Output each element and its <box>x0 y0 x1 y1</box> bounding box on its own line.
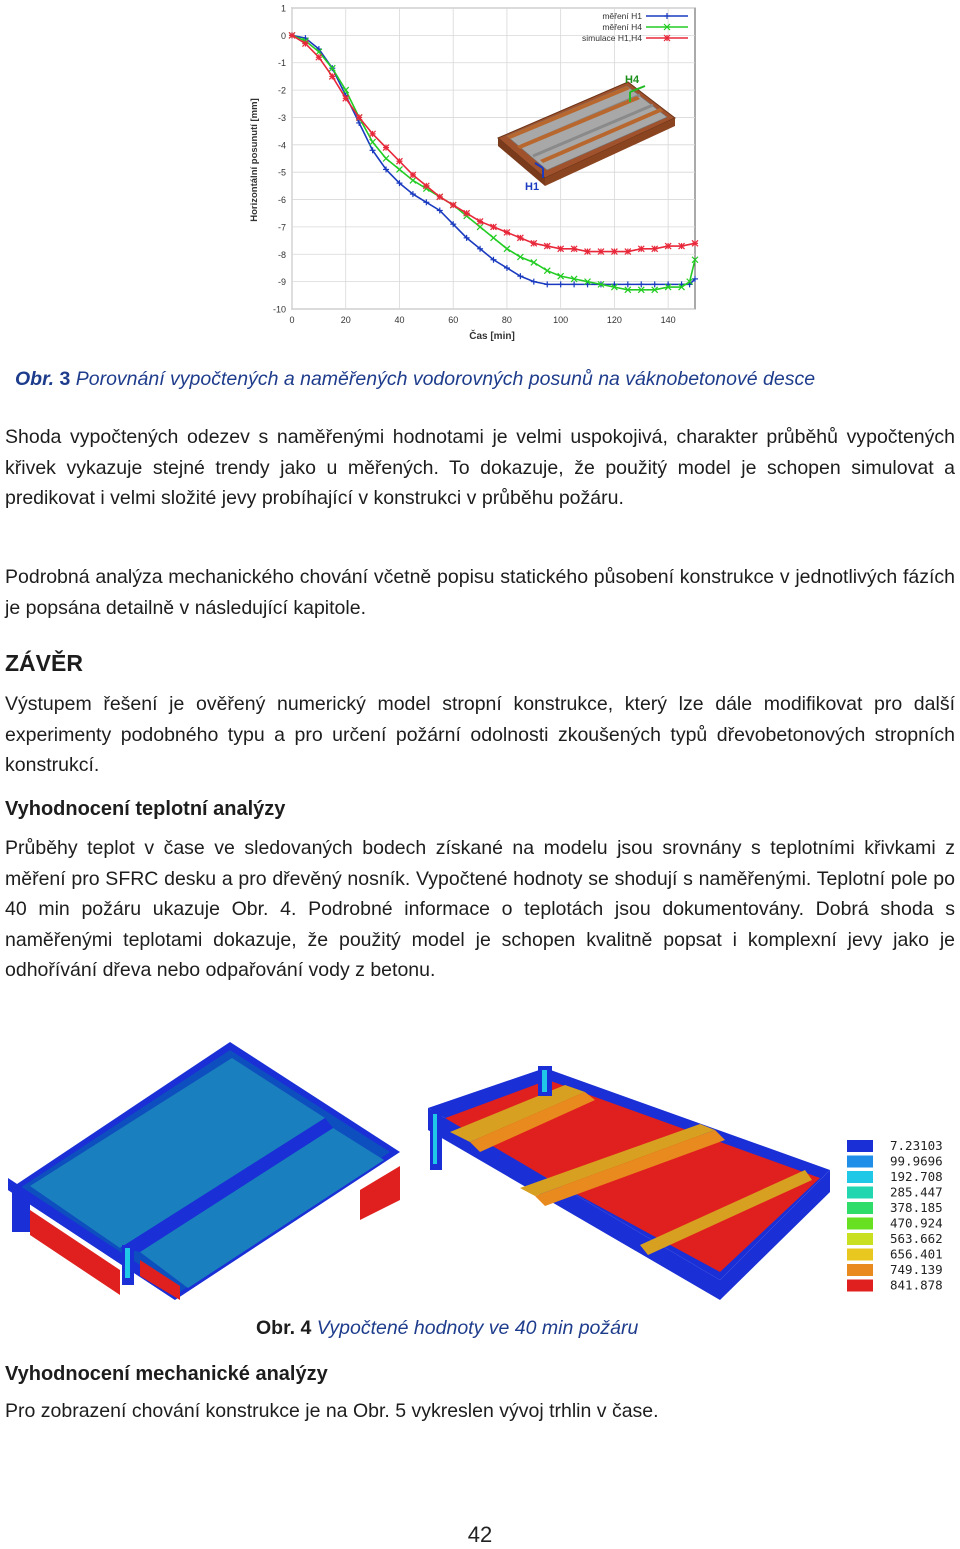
legend-swatch <box>847 1187 873 1199</box>
series-2-point <box>517 235 523 241</box>
caption-4-number: 4 <box>300 1317 312 1339</box>
caption-4-text: Vypočtené hodnoty ve 40 min požáru <box>316 1317 639 1339</box>
legend-value: 192.708 <box>890 1169 943 1184</box>
series-2-point <box>652 246 658 252</box>
series-2-point <box>437 194 443 200</box>
temperature-legend <box>847 1138 943 1293</box>
series-2-point <box>504 229 510 235</box>
series-2-point <box>383 145 389 151</box>
temperature-field-render <box>0 1030 960 1300</box>
left-plate-render <box>8 1042 400 1300</box>
y-tick-label: -8 <box>277 249 286 260</box>
x-tick-label: 120 <box>606 315 622 325</box>
y-tick-label: -9 <box>277 277 286 288</box>
legend-swatch <box>847 1140 873 1152</box>
caption-3-number: 3 <box>59 368 71 390</box>
series-2-point <box>692 240 698 246</box>
y-tick-label: -2 <box>277 85 286 96</box>
legend-value: 656.401 <box>890 1246 943 1262</box>
paragraph-conclusion: Výstupem řešení je ověřený numerický model stropní konstrukce, který lze dále modifikovat pro další experimenty podobného typu a pro určení požární odolnosti zkoušených typů dřevobetonových stropních konstrukcí. <box>5 693 955 776</box>
figure-4-caption <box>256 1315 638 1341</box>
caption-4-label: Obr. <box>256 1317 296 1339</box>
series-2-point <box>356 114 362 120</box>
legend-value: 285.447 <box>890 1184 943 1200</box>
legend-value: 841.878 <box>890 1277 943 1293</box>
inset-label-h4: H4 <box>625 74 640 86</box>
heading-thermal-analysis: Vyhodnocení teplotní analýzy <box>5 798 286 820</box>
heading-mechanical-analysis: Vyhodnocení mechanické analýzy <box>5 1363 328 1385</box>
inset-label-h1: H1 <box>525 181 540 193</box>
y-tick-label: -7 <box>277 222 286 233</box>
caption-3-label: Obr. <box>15 368 55 390</box>
series-2-point <box>625 249 631 255</box>
heading-zaver: ZÁVĚR <box>5 650 83 676</box>
right-plate-render <box>428 1066 830 1300</box>
legend-label-h1: měření H1 <box>602 11 642 21</box>
x-tick-label: 40 <box>394 315 405 325</box>
series-2-point <box>450 202 456 208</box>
legend-swatch <box>847 1218 873 1230</box>
x-tick-label: 80 <box>501 315 512 325</box>
y-tick-label: -5 <box>277 167 286 178</box>
series-2-point <box>665 243 671 249</box>
y-axis-label: Horizontální posunutí [mm] <box>249 98 260 222</box>
legend-swatch <box>847 1280 873 1292</box>
y-tick-label: -10 <box>272 304 286 315</box>
y-tick-label: -1 <box>277 58 286 69</box>
series-2-point <box>316 54 322 60</box>
legend-value: 470.924 <box>890 1215 943 1231</box>
paragraph-detail-analysis: Podrobná analýza mechanického chování včetně popisu statického působení konstrukce v jednotlivých fázích je popsána detailně v následující kapitole. <box>5 566 955 619</box>
x-tick-label: 60 <box>448 315 459 325</box>
y-tick-label: -4 <box>277 140 286 151</box>
legend-value: 7.23103 <box>890 1138 943 1153</box>
series-2-point <box>396 158 402 164</box>
series-2-point <box>343 95 349 101</box>
legend-value: 749.139 <box>890 1262 943 1277</box>
figure-3-caption <box>15 366 815 392</box>
x-tick-label: 20 <box>340 315 351 325</box>
y-tick-label: 1 <box>280 3 286 14</box>
series-2-point <box>477 218 483 224</box>
series-2-point <box>531 240 537 246</box>
legend-value: 563.662 <box>890 1231 943 1246</box>
series-2-point <box>544 243 550 249</box>
series-2-point <box>571 246 577 252</box>
series-2-point <box>289 32 295 38</box>
legend-value: 378.185 <box>890 1200 943 1215</box>
y-tick-label: -3 <box>277 112 286 123</box>
paragraph-thermal: Průběhy teplot v čase ve sledovaných bodech získané na modelu jsou srovnány s teplotními křivkami z měření pro SFRC desku a pro dřevěný nosník. Vypočtené hodnoty se shodují s naměřenými. Teplotní pole po 40 min požáru ukazuje Obr. 4. Podrobné informace o teplotách jsou dokumentovány. Dobrá shoda s naměřenými teplotami dokazuje, že použitý model je schopen kvalitně popsat i komplexní jevy jako je odhořívání dřeva nebo odpařování vody z betonu. <box>5 837 955 981</box>
series-2-point <box>423 183 429 189</box>
series-2-point <box>329 73 335 79</box>
legend-swatch <box>847 1156 873 1168</box>
legend-swatch <box>847 1202 873 1214</box>
series-2-point <box>410 172 416 178</box>
legend-label-sim: simulace H1,H4 <box>582 33 642 43</box>
series-2-point <box>491 224 497 230</box>
y-tick-label: -6 <box>277 195 286 206</box>
legend-value: 99.9696 <box>890 1153 943 1169</box>
x-tick-label: 140 <box>660 315 676 325</box>
series-2-point <box>302 41 308 47</box>
x-tick-label: 100 <box>553 315 569 325</box>
series-2-point <box>558 246 564 252</box>
page-number: 42 <box>467 1522 493 1547</box>
legend-label-h4: měření H4 <box>602 22 642 32</box>
series-2-point <box>585 249 591 255</box>
caption-3-text: Porovnání vypočtených a naměřených vodorovných posunů na váknobetonové desce <box>75 368 816 390</box>
paragraph-mechanical: Pro zobrazení chování konstrukce je na Obr. 5 vykreslen vývoj trhlin v čase. <box>5 1400 659 1422</box>
series-2-point <box>611 249 617 255</box>
legend-swatch <box>847 1264 873 1276</box>
paragraph-agreement: Shoda vypočtených odezev s naměřenými hodnotami je velmi uspokojivá, charakter průběhů vypočtených křivek vykazuje stejné trendy jako u měřených. To dokazuje, že použitý model je schopen simulovat a predikovat i velmi složité jevy probíhající v konstrukci v průběhu požáru. <box>5 426 955 509</box>
series-2-point <box>638 246 644 252</box>
legend-swatch <box>847 1249 873 1261</box>
x-axis-label: Čas [min] <box>469 331 515 342</box>
y-tick-label: 0 <box>280 30 286 41</box>
legend-swatch <box>847 1233 873 1245</box>
series-2-point <box>464 210 470 216</box>
series-2-point <box>679 243 685 249</box>
x-tick-label: 0 <box>289 315 295 325</box>
legend-swatch <box>847 1171 873 1183</box>
series-2-point <box>598 249 604 255</box>
displacement-chart <box>235 0 715 345</box>
series-2-point <box>370 131 376 137</box>
